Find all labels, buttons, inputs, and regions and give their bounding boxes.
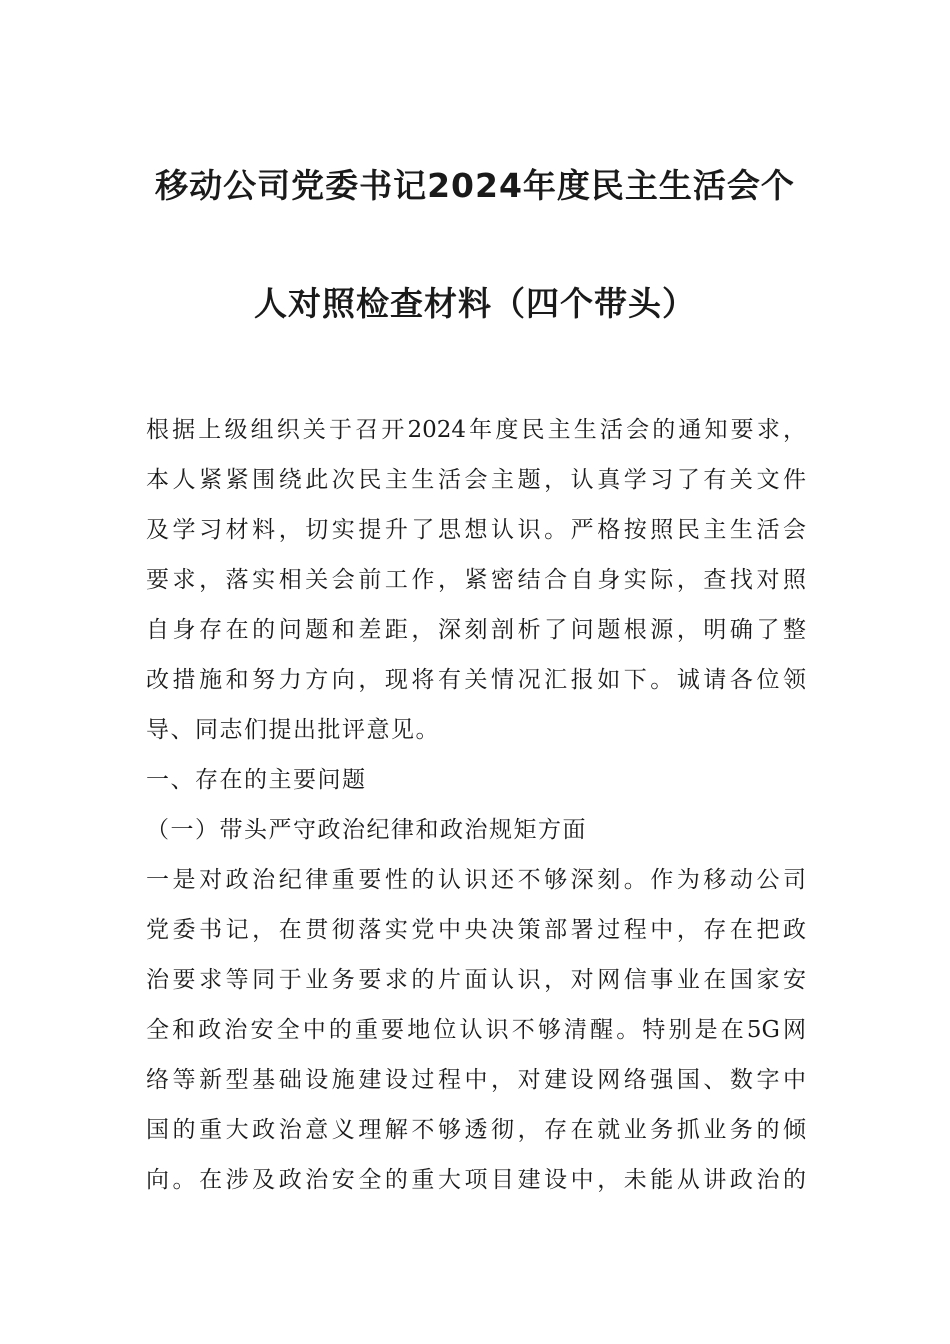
body-line: 自身存在的问题和差距，深刻剖析了问题根源，明确了整 [146,617,806,643]
body-line: 络等新型基础设施建设过程中，对建设网络强国、数字中 [146,1067,806,1093]
document-title-line-1: 移动公司党委书记2024年度民主生活会个 [155,166,795,205]
body-line: 向。在涉及政治安全的重大项目建设中，未能从讲政治的 [146,1167,806,1193]
body-line: 改措施和努力方向，现将有关情况汇报如下。诚请各位领 [146,667,806,693]
body-line: 一是对政治纪律重要性的认识还不够深刻。作为移动公司 [146,867,806,893]
body-line: 治要求等同于业务要求的片面认识，对网信事业在国家安 [146,967,806,993]
body-line: 要求，落实相关会前工作，紧密结合自身实际，查找对照 [146,567,806,593]
body-line: 国的重大政治意义理解不够透彻，存在就业务抓业务的倾 [146,1117,806,1143]
section-heading: 一、存在的主要问题 [146,767,367,793]
body-line: 导、同志们提出批评意见。 [146,717,440,743]
body-line: 及学习材料，切实提升了思想认识。严格按照民主生活会 [146,517,806,543]
subsection-heading: （一）带头严守政治纪律和政治规矩方面 [146,817,587,843]
body-line: 党委书记，在贯彻落实党中央决策部署过程中，存在把政 [146,917,806,943]
body-line: 全和政治安全中的重要地位认识不够清醒。特别是在5G网 [146,1017,806,1043]
body-line: 本人紧紧围绕此次民主生活会主题，认真学习了有关文件 [146,467,806,493]
body-line: 根据上级组织关于召开2024年度民主生活会的通知要求， [146,417,806,443]
document-title-line-2: 人对照检查材料（四个带头） [254,284,696,323]
